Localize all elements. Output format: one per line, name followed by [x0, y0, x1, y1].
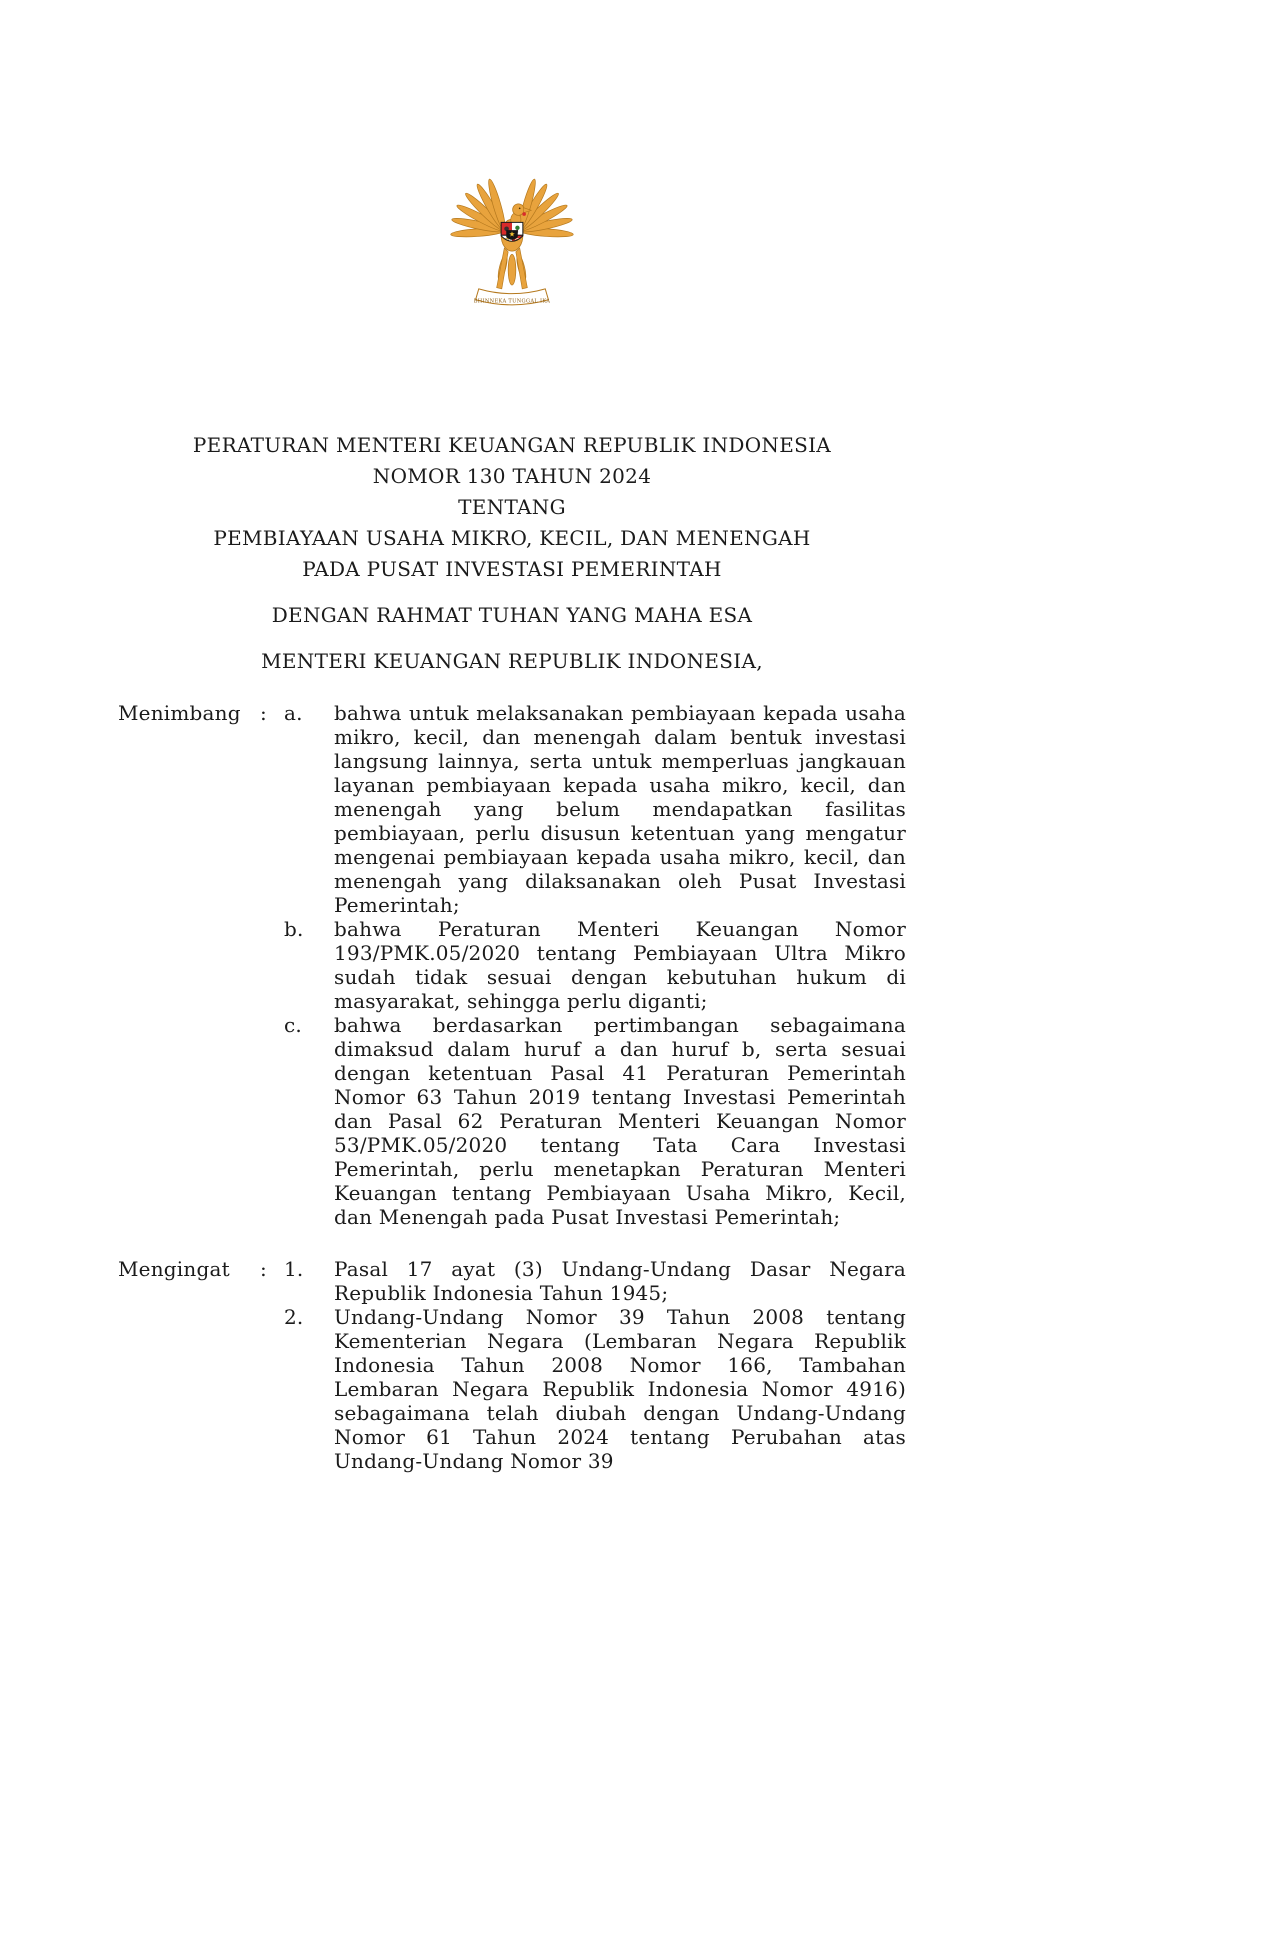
motto-text: BHINNEKA TUNGGAL IKA — [473, 298, 551, 305]
item-marker: b. — [284, 917, 304, 941]
item-text: bahwa Peraturan Menteri Keuangan Nomor 193/PMK.05/2020 tentang Pembiayaan Ultra Mikro sudah tidak sesuai dengan kebutuhan hukum di masyarakat, sehingga perlu diganti; — [334, 917, 906, 1013]
item-marker: 1. — [284, 1257, 304, 1281]
mengingat-separator: : — [260, 1257, 267, 1281]
item-text: bahwa berdasarkan pertimbangan sebagaimana dimaksud dalam huruf a dan huruf b, serta sesuai dengan ketentuan Pasal 41 Peraturan Pemerintah Nomor 63 Tahun 2019 tentang Investasi Pemerintah dan Pasal 62 Peraturan Menteri Keuangan Nomor 53/PMK.05/2020 tentang Tata Cara Investasi Pemerintah, perlu menetapkan Peraturan Menteri Keuangan tentang Pembiayaan Usaha Mikro, Kecil, dan Menengah pada Pusat Investasi Pemerintah; — [334, 1013, 906, 1229]
eye-icon — [519, 208, 521, 210]
garuda-pancasila-emblem — [448, 170, 576, 317]
invocation-line: DENGAN RAHMAT TUHAN YANG MAHA ESA — [271, 603, 753, 627]
menimbang-separator: : — [260, 701, 267, 725]
left-leg-icon — [497, 248, 509, 289]
menimbang-section — [118, 701, 906, 1229]
item-text: Pasal 17 ayat (3) Undang-Undang Dasar Negara Republik Indonesia Tahun 1945; — [334, 1257, 906, 1305]
item-text: bahwa untuk melaksanakan pembiayaan kepada usaha mikro, kecil, dan menengah dalam bentuk investasi langsung lainnya, serta untuk memperluas jangkauan layanan pembiayaan kepada usaha mikro, kecil, dan menengah yang belum mendapatkan fasilitas pembiayaan, perlu disusun ketentuan yang mengatur mengenai pembiayaan kepada usaha mikro, kecil, dan menengah yang dilaksanakan oleh Pusat Investasi Pemerintah; — [334, 701, 906, 917]
mengingat-item-2 — [284, 1305, 906, 1473]
mengingat-items — [284, 1257, 906, 1473]
mengingat-label: Mengingat — [118, 1257, 230, 1281]
authority-line: MENTERI KEUANGAN REPUBLIK INDONESIA, — [261, 649, 763, 673]
subject-line-1: PEMBIAYAAN USAHA MIKRO, KECIL, DAN MENENGAH — [213, 526, 811, 550]
menimbang-item-b — [284, 917, 906, 1013]
document-content — [118, 0, 906, 1473]
regulation-title-line-1: PERATURAN MENTERI KEUANGAN REPUBLIK INDONESIA — [192, 433, 832, 457]
item-text: Undang-Undang Nomor 39 Tahun 2008 tentang Kementerian Negara (Lembaran Negara Republik Indonesia Tahun 2008 Nomor 166, Tambahan Lembaran Negara Republik Indonesia Nomor 4916) sebagaimana telah diubah dengan Undang-Undang Nomor 61 Tahun 2024 tentang Perubahan atas Undang-Undang Nomor 39 — [334, 1305, 906, 1473]
tentang-line: TENTANG — [458, 495, 566, 519]
menimbang-item-a — [284, 701, 906, 917]
preamble — [118, 701, 906, 1473]
regulation-number-line: NOMOR 130 TAHUN 2024 — [372, 464, 652, 488]
left-wing-icon — [451, 178, 509, 238]
menimbang-label: Menimbang — [118, 701, 241, 725]
mengingat-section — [118, 1257, 906, 1473]
national-emblem-container — [118, 170, 906, 317]
document-title-block — [118, 430, 906, 585]
item-marker: a. — [284, 701, 303, 725]
menimbang-item-c — [284, 1013, 906, 1229]
mengingat-item-1 — [284, 1257, 906, 1305]
subject-line-2: PADA PUSAT INVESTASI PEMERINTAH — [302, 557, 722, 581]
right-leg-icon — [516, 248, 528, 289]
menimbang-items — [284, 701, 906, 1229]
item-marker: 2. — [284, 1305, 304, 1329]
item-marker: c. — [284, 1013, 302, 1037]
wattle-icon — [522, 212, 526, 216]
